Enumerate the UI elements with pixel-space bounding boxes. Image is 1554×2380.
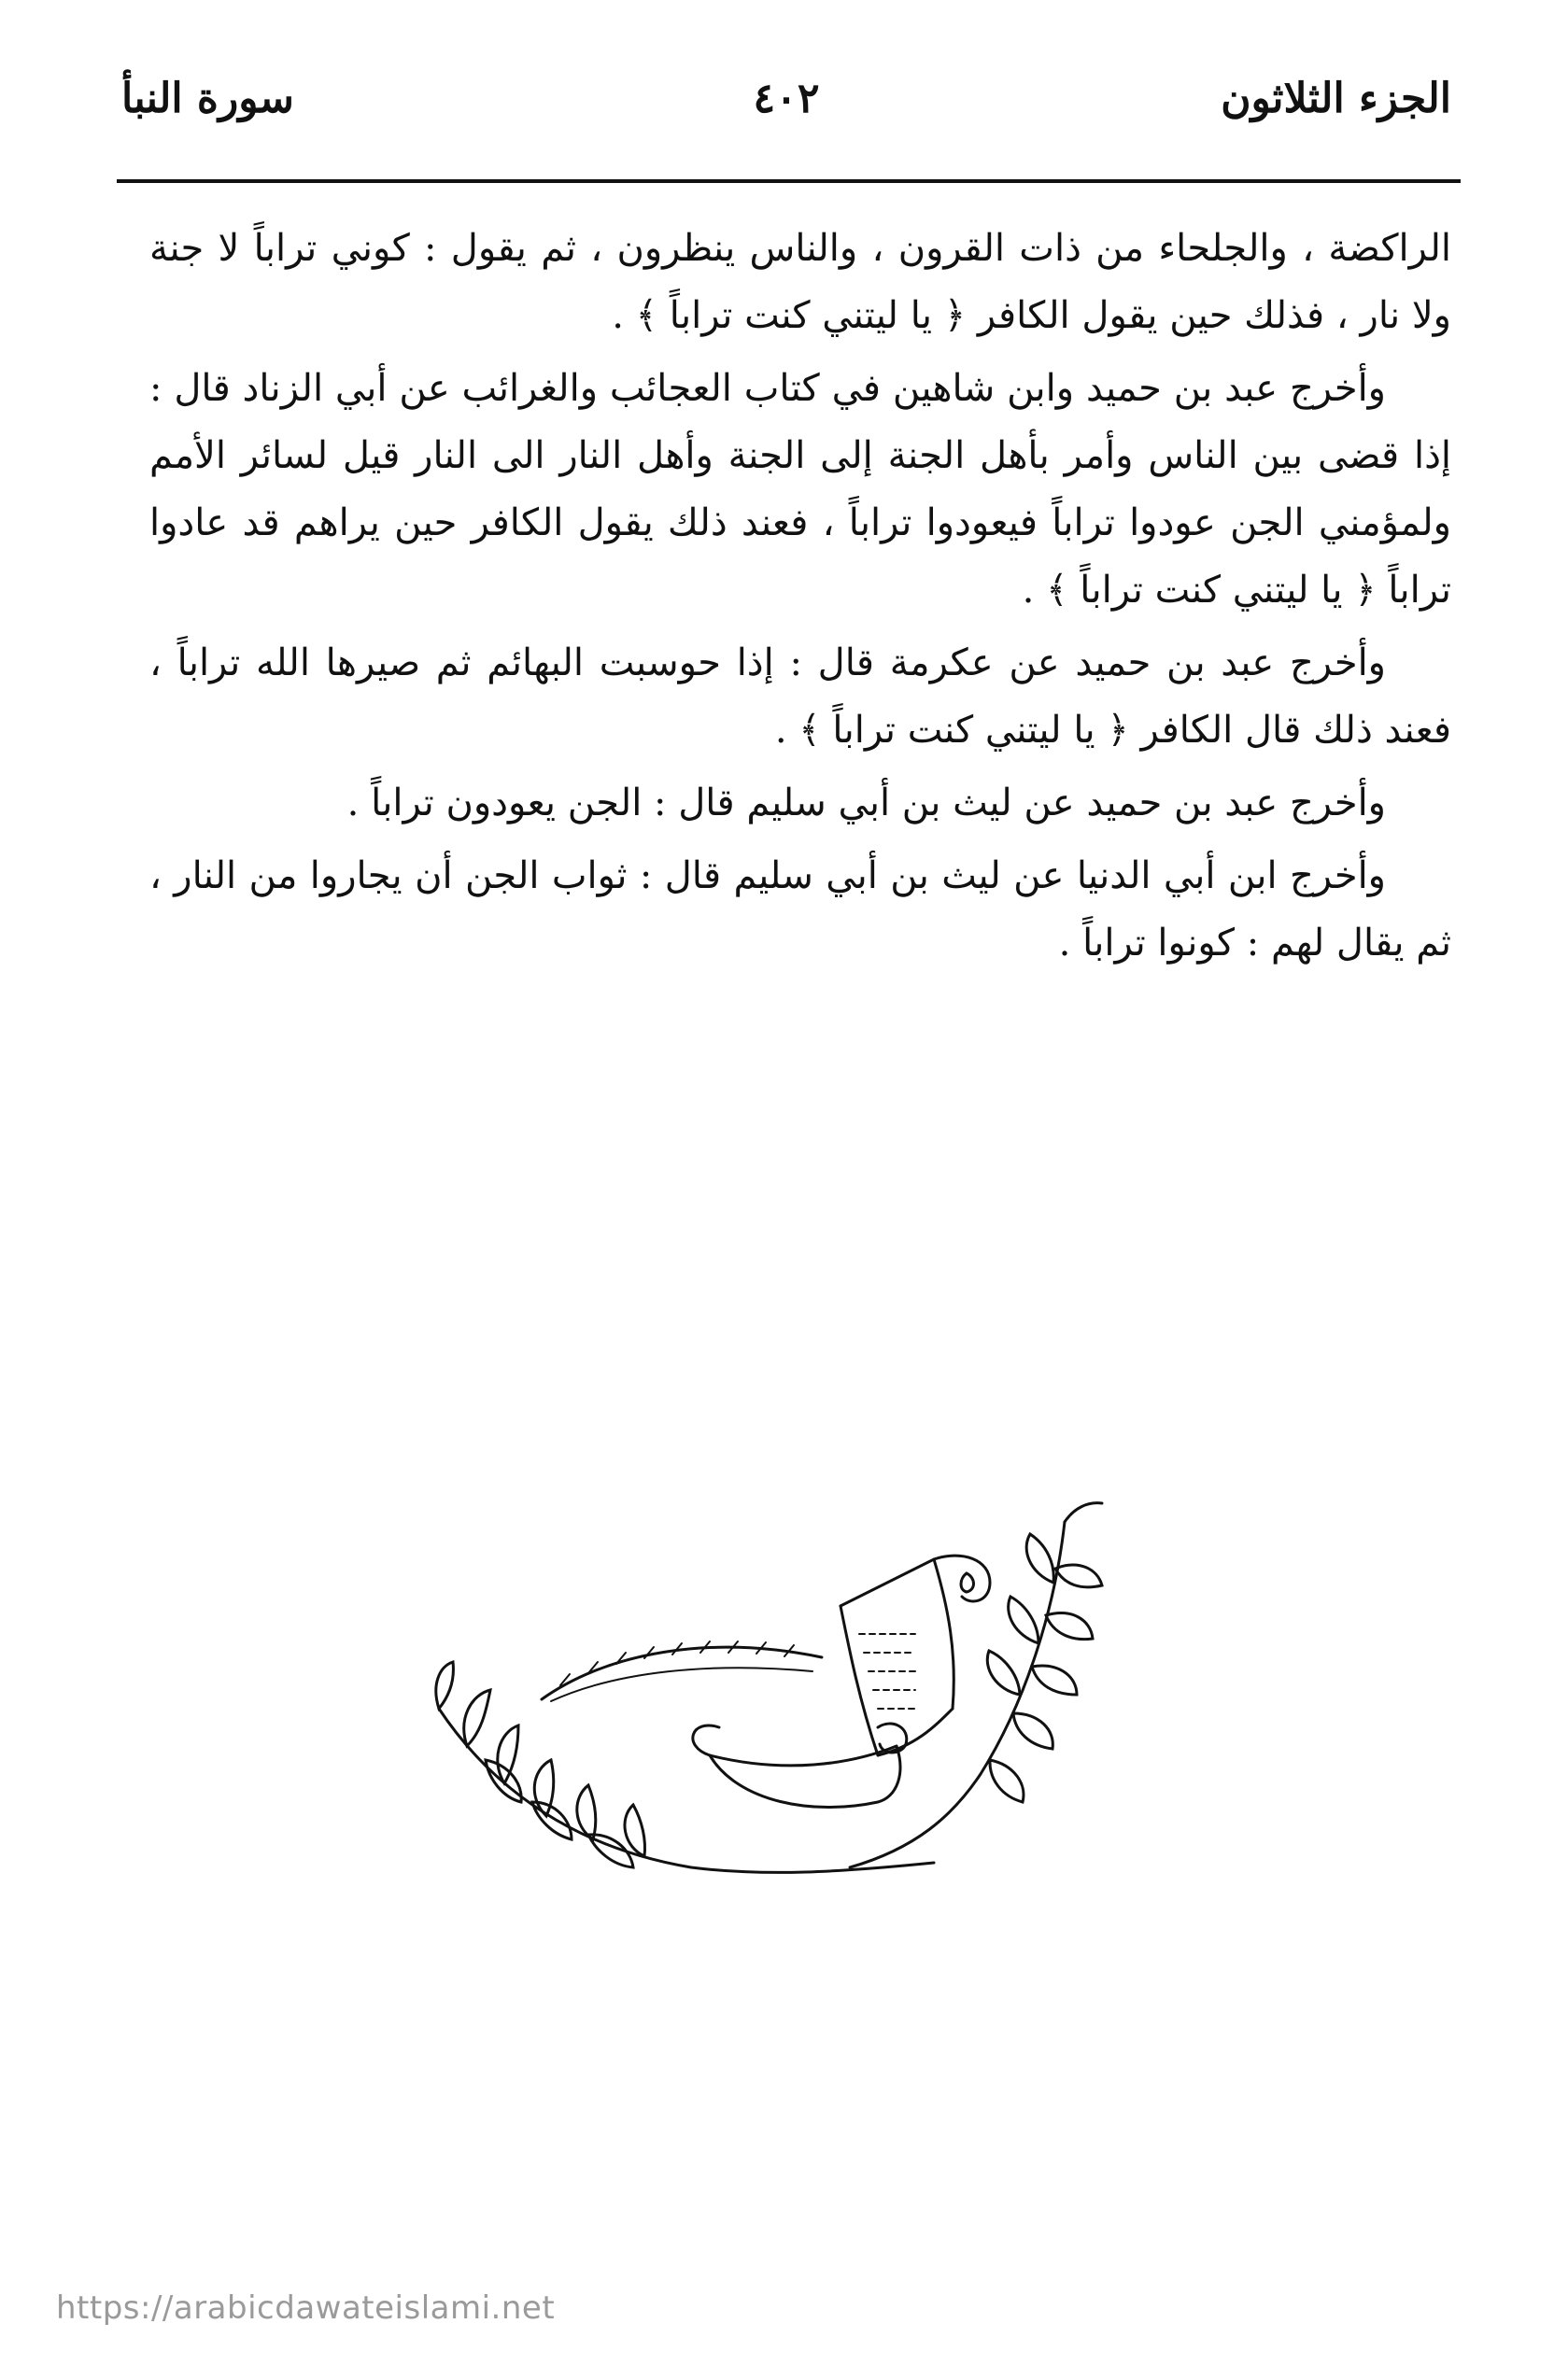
quill-scroll-wreath-icon xyxy=(411,1494,1121,1905)
header-divider xyxy=(117,179,1461,183)
paragraph-5: وأخرج ابن أبي الدنيا عن ليث بن أبي سليم قال : ثواب الجن أن يجاروا من النار ، ثم يقال لهم : كونوا تراباً . xyxy=(149,854,1451,965)
paragraph-3: وأخرج عبد بن حميد عن عكرمة قال : إذا حوسبت البهائم ثم صيرها الله تراباً ، فعند ذلك قال الكافر ﴿ يا ليتني كنت تراباً ﴾ . xyxy=(149,641,1451,752)
paragraph-2: وأخرج عبد بن حميد وابن شاهين في كتاب العجائب والغرائب عن أبي الزناد قال : إذا قضى بين الناس وأمر بأهل الجنة إلى الجنة وأهل النار الى النار قيل لسائر الأمم ولمؤمني الجن عودوا تراباً فيعودوا تراباً ، فعند ذلك يقول الكافر حين يراهم قد عادوا تراباً ﴿ يا ليتني كنت تراباً ﴾ . xyxy=(149,367,1452,612)
part-title: الجزء الثلاثون xyxy=(1221,75,1451,122)
page-header xyxy=(121,65,1451,149)
page-number: ٤٠٢ xyxy=(753,75,820,122)
paragraph-4: وأخرج عبد بن حميد عن ليث بن أبي سليم قال : الجن يعودون تراباً . xyxy=(346,782,1386,824)
surah-title: سورة النبأ xyxy=(121,75,294,122)
site-url: https://arabicdawateislami.net xyxy=(56,2289,556,2327)
body-text xyxy=(149,215,1451,982)
paragraph-1: الراكضة ، والجلحاء من ذات القرون ، والناس ينظرون ، ثم يقول : كوني تراباً لا جنة ولا نار ، فذلك حين يقول الكافر ﴿ يا ليتني كنت تراباً ﴾ . xyxy=(149,227,1451,337)
